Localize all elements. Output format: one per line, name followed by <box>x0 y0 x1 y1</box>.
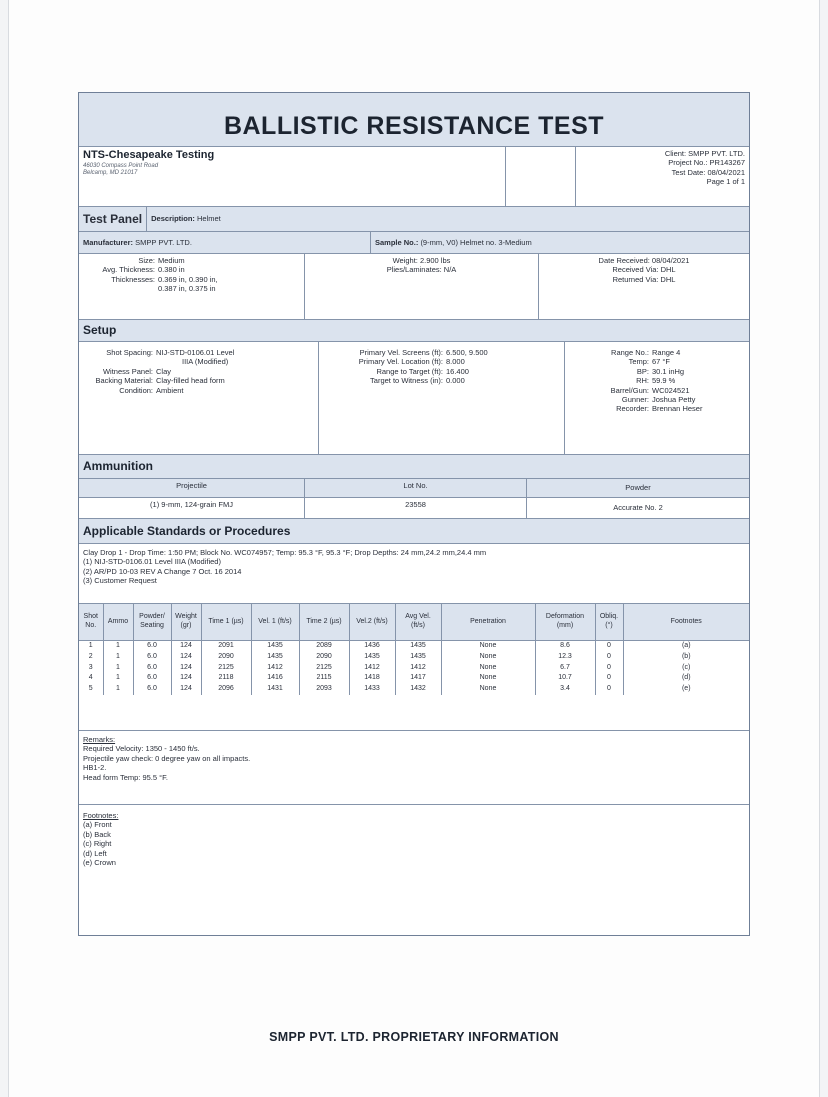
setup-heading: Setup <box>79 320 749 342</box>
table-cell: 1435 <box>349 652 395 663</box>
table-cell: None <box>441 673 535 684</box>
table-cell: 4 <box>79 673 103 684</box>
table-cell: (b) <box>681 652 691 660</box>
weight: Weight: 2.900 lbs <box>392 256 451 265</box>
table-cell: 124 <box>171 684 201 695</box>
proprietary-footer: SMPP PVT. LTD. PROPRIETARY INFORMATION <box>269 1030 559 1044</box>
setup-range <box>565 342 749 454</box>
temp-label: Temp: <box>628 357 649 367</box>
thicknesses-value-2: 0.387 in, 0.375 in <box>158 284 216 294</box>
shots-table-wrap <box>79 604 749 731</box>
target-to-witness-label: Target to Witness (in): <box>370 376 443 386</box>
witness-panel-value: Clay <box>156 366 172 376</box>
table-cell: 0 <box>595 684 623 695</box>
powder-value: Accurate No. 2 <box>613 503 663 513</box>
page-number: Page 1 of 1 <box>706 177 745 187</box>
table-cell: None <box>441 663 535 674</box>
table-cell: 6.0 <box>133 641 171 652</box>
received-via: Received Via: DHL <box>612 265 676 275</box>
size-label: Size: <box>138 256 155 265</box>
header-weight: Weight (gr) <box>171 604 201 641</box>
projectile-header: Projectile <box>79 479 305 497</box>
lab-name: NTS-Chesapeake Testing <box>83 149 215 161</box>
manufacturer-label: Manufacturer: <box>83 237 134 247</box>
table-cell: 1432 <box>395 684 441 695</box>
witness-panel-label: Witness Panel: <box>102 366 153 376</box>
recorder-label: Recorder: <box>616 404 649 414</box>
table-cell: 0 <box>595 663 623 674</box>
table-cell: 2 <box>79 652 103 663</box>
table-cell: 1436 <box>349 641 395 652</box>
backing-material-label: Backing Material: <box>95 376 153 386</box>
primary-vel-screens-label: Primary Vel. Screens (ft): <box>359 348 443 357</box>
client-info <box>576 147 749 206</box>
test-panel-heading: Test Panel <box>79 207 147 231</box>
projectile-value: (1) 9-mm, 124-grain FMJ <box>79 498 305 518</box>
panel-details-row <box>79 254 749 320</box>
panel-weight <box>305 254 539 319</box>
ammunition-row <box>79 498 749 519</box>
primary-vel-location-value: 8.000 <box>446 357 465 367</box>
table-cell: 6.7 <box>535 663 595 674</box>
table-row <box>79 684 749 695</box>
table-cell: 1435 <box>251 652 299 663</box>
header-obliquity: Obliq. (°) <box>595 604 623 641</box>
report-title: BALLISTIC RESISTANCE TEST <box>79 93 749 147</box>
plies: Plies/Laminates: N/A <box>386 265 457 275</box>
setup-row <box>79 342 749 455</box>
table-cell: 1418 <box>349 673 395 684</box>
table-cell: 124 <box>171 641 201 652</box>
header-deformation: Deformation (mm) <box>535 604 595 641</box>
header-vel-1: Vel. 1 (ft/s) <box>251 604 299 641</box>
ammunition-heading: Ammunition <box>79 455 749 479</box>
recorder-value: Brennan Heser <box>652 404 703 414</box>
rh-value: 59.9 % <box>652 376 676 386</box>
table-cell: 8.6 <box>535 641 595 652</box>
footnote-b: (b) Back <box>83 829 111 839</box>
header-footnotes: Footnotes <box>623 604 749 641</box>
table-row <box>79 673 749 684</box>
backing-material-value: Clay-filled head form <box>156 376 225 386</box>
range-to-target-value: 16.400 <box>446 366 469 376</box>
gunner-value: Joshua Petty <box>652 394 696 404</box>
header-shot-no: Shot No. <box>79 604 103 641</box>
receipt-info <box>539 254 749 319</box>
target-to-witness-value: 0.000 <box>446 376 465 386</box>
header-row <box>79 147 749 207</box>
footnote-c: (c) Right <box>83 839 112 849</box>
size-value: Medium <box>158 256 185 265</box>
manufacturer-row <box>79 232 749 254</box>
barrel-value: WC024521 <box>652 385 690 395</box>
table-cell: 6.0 <box>133 684 171 695</box>
returned-via: Returned Via: DHL <box>612 274 676 284</box>
lot-header: Lot No. <box>305 479 527 497</box>
table-cell: 6.0 <box>133 663 171 674</box>
table-cell: 1412 <box>349 663 395 674</box>
table-cell: 3.4 <box>535 684 595 695</box>
table-cell: 1431 <box>251 684 299 695</box>
table-cell: 2091 <box>201 641 251 652</box>
lab-address-2: Belcamp, MD 21017 <box>83 170 138 177</box>
remarks-heading: Remarks: <box>83 735 116 744</box>
rh-label: RH: <box>636 376 649 386</box>
table-cell: 2096 <box>201 684 251 695</box>
primary-vel-location-label: Primary Vel. Location (ft): <box>358 357 443 367</box>
test-report <box>78 92 750 936</box>
standards-heading: Applicable Standards or Procedures <box>79 519 749 544</box>
gunner-label: Gunner: <box>621 394 649 404</box>
shot-spacing-value-1: NIJ-STD-0106.01 Level <box>156 348 235 357</box>
ammunition-header-row <box>79 479 749 498</box>
table-cell: 2125 <box>201 663 251 674</box>
header-vel-2: Vel.2 (ft/s) <box>349 604 395 641</box>
shots-table <box>79 604 749 695</box>
sample-label: Sample No.: <box>375 237 419 247</box>
avg-thickness-label: Avg. Thickness: <box>102 265 155 275</box>
table-cell: 124 <box>171 673 201 684</box>
table-cell: None <box>441 652 535 663</box>
table-cell: 2115 <box>299 673 349 684</box>
table-cell: 1 <box>103 673 133 684</box>
shots-header-row <box>79 604 749 641</box>
bp-value: 30.1 inHg <box>652 366 685 376</box>
table-cell: 2093 <box>299 684 349 695</box>
footnotes-heading: Footnotes: <box>83 811 119 820</box>
footnote-a: (a) Front <box>83 820 112 830</box>
table-cell: 1416 <box>251 673 299 684</box>
table-cell: 1412 <box>395 663 441 674</box>
table-cell: None <box>441 641 535 652</box>
test-date: Test Date: 08/04/2021 <box>671 167 745 177</box>
header-time-2: Time 2 (µs) <box>299 604 349 641</box>
table-cell: 124 <box>171 663 201 674</box>
table-cell: 1 <box>103 641 133 652</box>
table-cell: (d) <box>681 674 691 682</box>
description-label: Description: <box>151 214 195 224</box>
header-time-1: Time 1 (µs) <box>201 604 251 641</box>
table-cell: (e) <box>681 685 691 692</box>
standards-line-4: (3) Customer Request <box>83 576 157 586</box>
temp-value: 67 °F <box>652 357 671 367</box>
project-number: Project No.: PR143267 <box>668 158 745 168</box>
footnotes <box>79 805 749 869</box>
manufacturer <box>79 232 371 253</box>
table-cell: 12.3 <box>535 652 595 663</box>
powder-header: Powder <box>625 483 651 493</box>
table-cell: 1435 <box>395 641 441 652</box>
table-cell: 2089 <box>299 641 349 652</box>
header-spacer <box>506 147 576 206</box>
header-ammo: Ammo <box>103 604 133 641</box>
table-row <box>79 641 749 652</box>
avg-thickness-value: 0.380 in <box>158 265 185 275</box>
description <box>147 212 225 225</box>
standards-line-3: (2) AR/PD 10-03 REV A Change 7 Oct. 16 2014 <box>83 566 242 576</box>
bp-label: BP: <box>636 366 649 376</box>
sample-value: (9-mm, V0) Helmet no. 3-Medium <box>420 237 532 247</box>
client-name: Client: SMPP PVT. LTD. <box>664 149 745 158</box>
sample <box>371 236 749 249</box>
remarks-line-2: Projectile yaw check: 0 degree yaw on all impacts. <box>83 753 251 763</box>
standards-line-1: Clay Drop 1 - Drop Time: 1:50 PM; Block No. WC074957; Temp: 95.3 °F, 95.3 °F; Drop Depths: 24 mm,24.2 mm,24.4 mm <box>83 548 487 557</box>
panel-dimensions <box>79 254 305 319</box>
table-cell: 2090 <box>299 652 349 663</box>
remarks-line-1: Required Velocity: 1350 - 1450 ft/s. <box>83 744 200 754</box>
thicknesses-label: Thicknesses: <box>111 274 155 284</box>
condition-label: Condition: <box>119 385 153 395</box>
table-cell: 2118 <box>201 673 251 684</box>
primary-vel-screens-value: 6.500, 9.500 <box>446 348 488 357</box>
table-cell: 1 <box>79 641 103 652</box>
table-cell: 1435 <box>251 641 299 652</box>
shot-spacing-label: Shot Spacing: <box>106 348 153 357</box>
table-cell: 2090 <box>201 652 251 663</box>
table-cell: (a) <box>681 642 691 649</box>
table-cell: 0 <box>595 641 623 652</box>
table-cell: 124 <box>171 652 201 663</box>
thicknesses-value-1: 0.369 in, 0.390 in, <box>158 274 218 284</box>
table-cell: 0 <box>595 652 623 663</box>
shot-spacing-value-2: IIIA (Modified) <box>182 357 229 367</box>
table-cell: 10.7 <box>535 673 595 684</box>
header-powder-seating: Powder/ Seating <box>133 604 171 641</box>
shots-body <box>79 641 749 695</box>
table-cell: 0 <box>595 673 623 684</box>
range-no-label: Range No.: <box>611 348 649 357</box>
barrel-label: Barrel/Gun: <box>610 385 649 395</box>
standards-line-2: (1) NIJ-STD-0106.01 Level IIIA (Modified) <box>83 557 221 567</box>
setup-panel <box>79 342 319 454</box>
standards-body <box>79 544 749 604</box>
table-cell: 2125 <box>299 663 349 674</box>
table-cell: 1435 <box>395 652 441 663</box>
table-cell: 6.0 <box>133 652 171 663</box>
setup-velocity <box>319 342 565 454</box>
remarks-line-3: HB1-2. <box>83 763 107 773</box>
table-cell: 1417 <box>395 673 441 684</box>
range-to-target-label: Range to Target (ft): <box>376 366 443 376</box>
footnote-e: (e) Crown <box>83 857 116 867</box>
table-cell: 3 <box>79 663 103 674</box>
remarks <box>79 731 749 805</box>
table-cell: 1 <box>103 663 133 674</box>
description-value: Helmet <box>197 214 221 224</box>
header-penetration: Penetration <box>441 604 535 641</box>
date-received: Date Received: 08/04/2021 <box>598 256 690 265</box>
table-cell: 6.0 <box>133 673 171 684</box>
lot-value: 23558 <box>305 498 527 518</box>
table-cell: 1433 <box>349 684 395 695</box>
remarks-line-4: Head form Temp: 95.5 °F. <box>83 772 168 782</box>
range-no-value: Range 4 <box>652 348 681 357</box>
table-cell: 1412 <box>251 663 299 674</box>
table-row <box>79 652 749 663</box>
condition-value: Ambient <box>156 385 184 395</box>
table-cell: 1 <box>103 684 133 695</box>
table-cell: None <box>441 684 535 695</box>
lab-info <box>79 147 506 206</box>
table-cell: (c) <box>682 663 691 671</box>
header-avg-vel: Avg Vel. (ft/s) <box>395 604 441 641</box>
table-cell: 5 <box>79 684 103 695</box>
table-row <box>79 663 749 674</box>
footnote-d: (d) Left <box>83 848 107 858</box>
manufacturer-value: SMPP PVT. LTD. <box>135 237 192 247</box>
table-cell: 1 <box>103 652 133 663</box>
test-panel-row <box>79 207 749 232</box>
lab-address-1: 46030 Compass Point Road <box>83 162 159 169</box>
